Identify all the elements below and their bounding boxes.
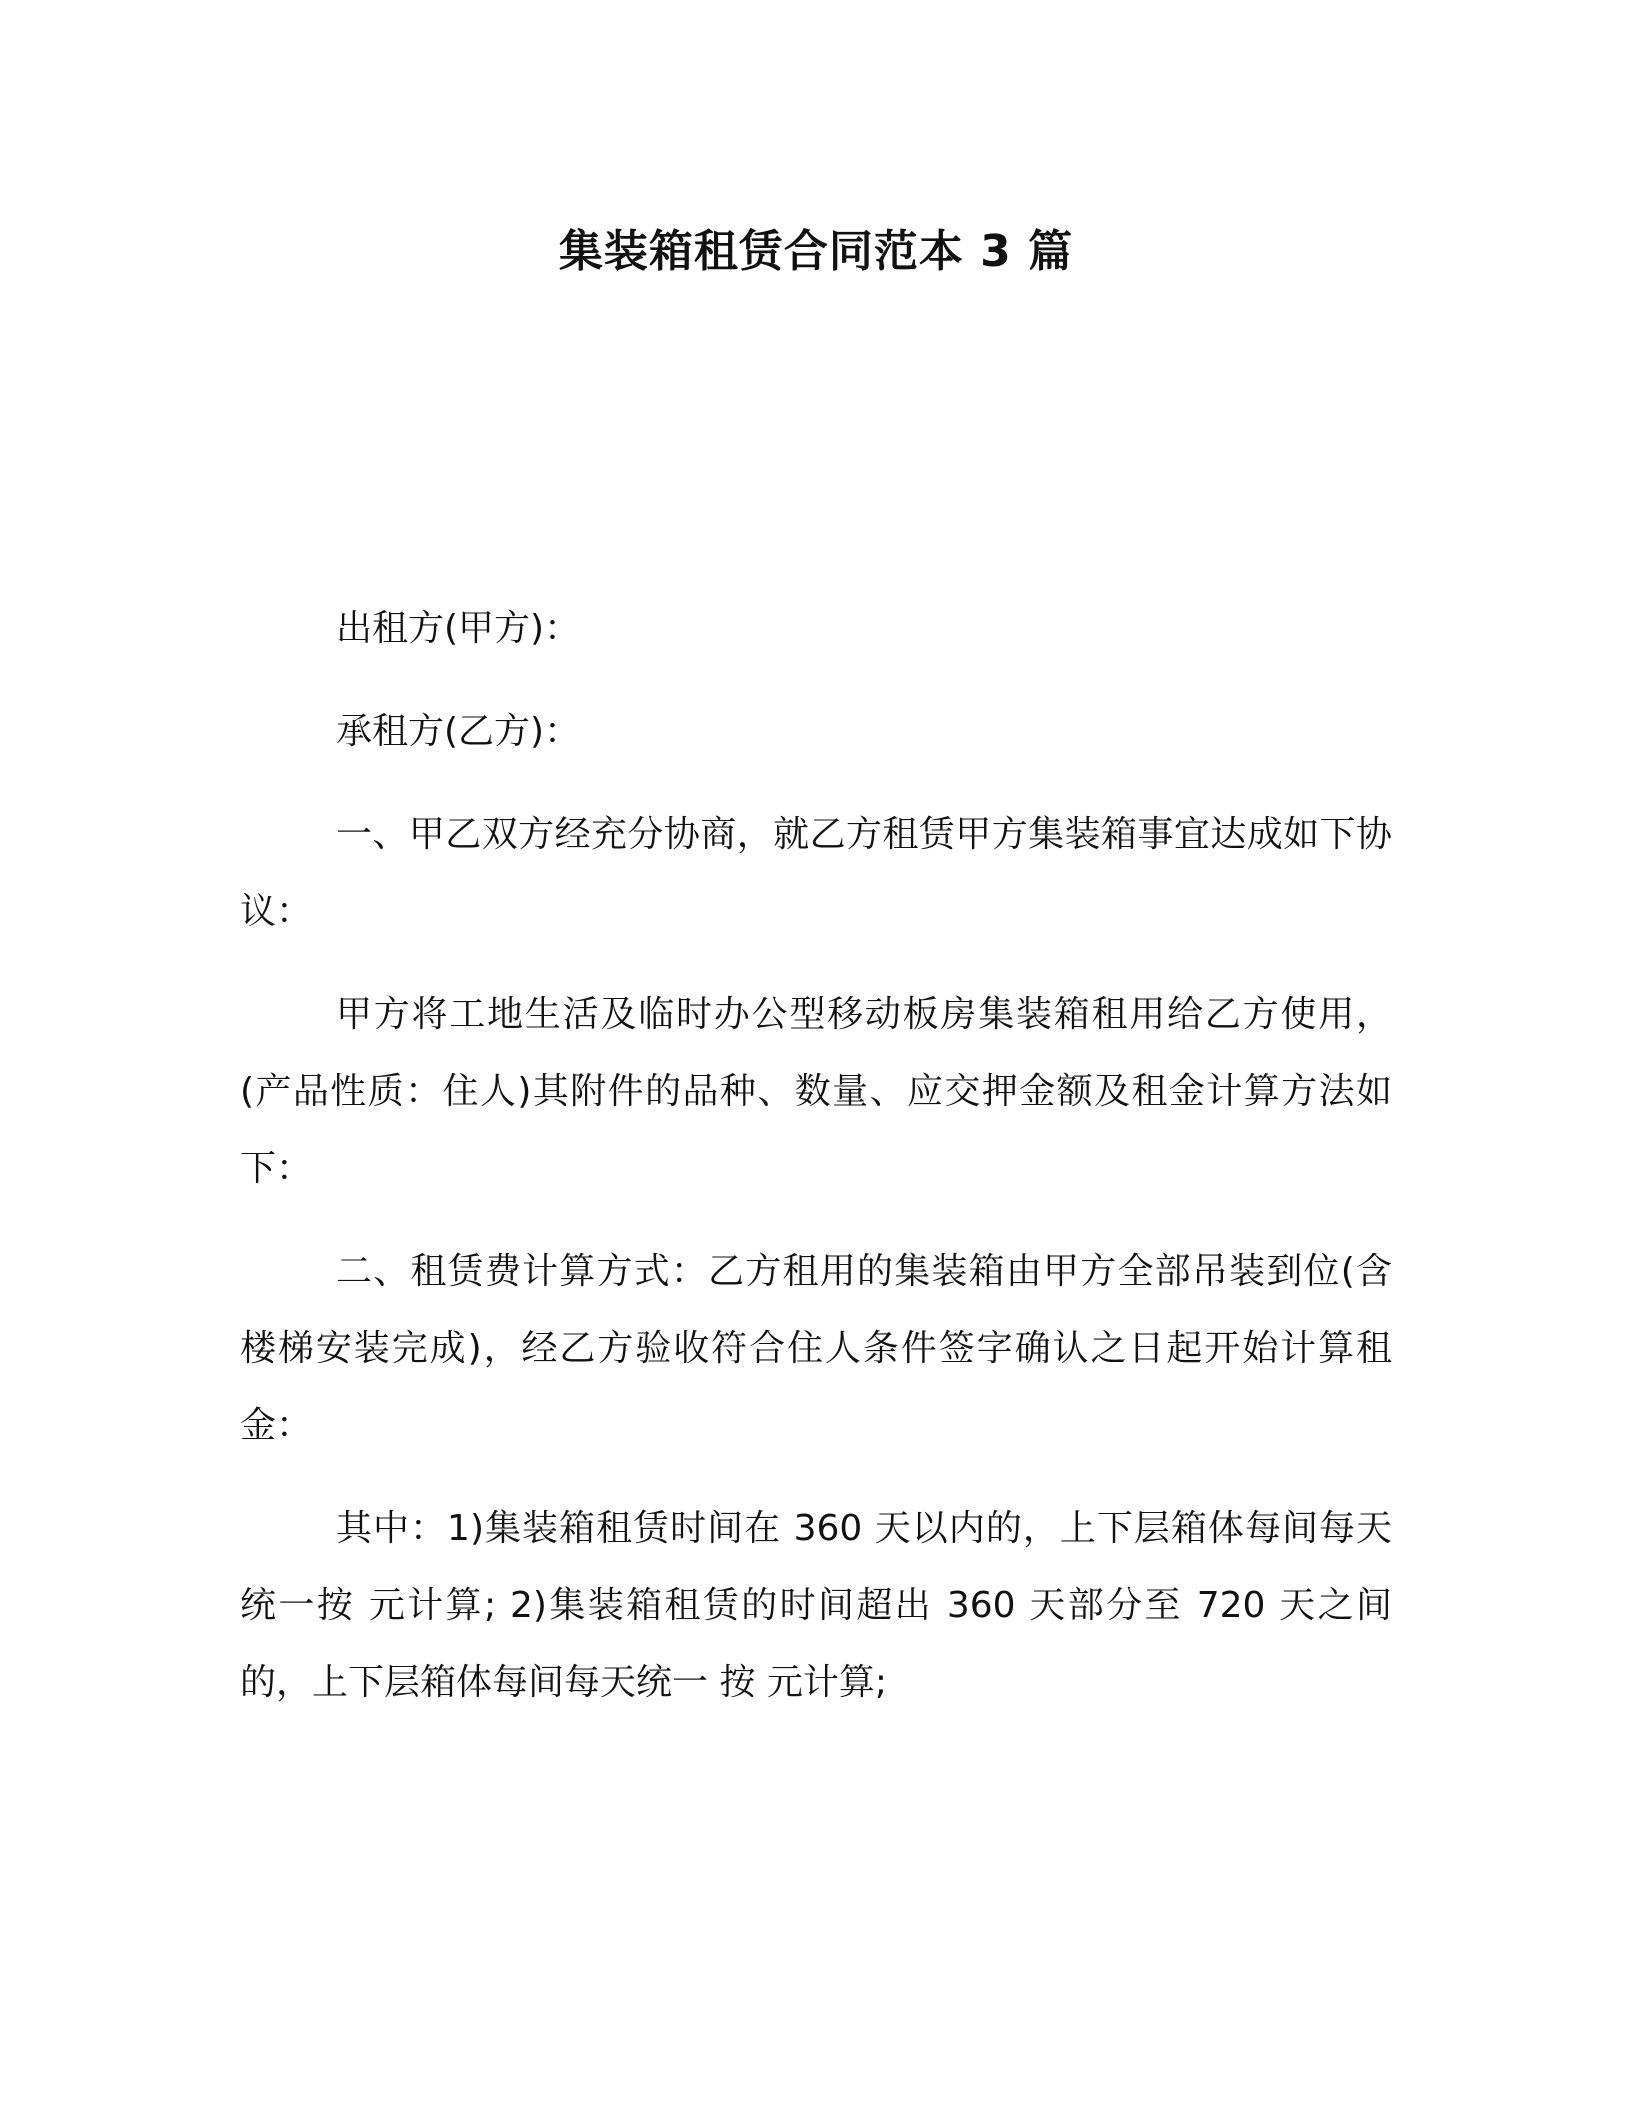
paragraph-rent-terms: 其中：1)集装箱租赁时间在 360 天以内的，上下层箱体每间每天统一按 元计算; 2)集装箱租赁的时间超出 360 天部分至 720 天之间的，上下层箱体每间每天统一 按 元计算; <box>240 1508 1392 1703</box>
paragraph-lessee: 承租方(乙方)： <box>336 711 581 752</box>
document-body <box>240 590 1392 1747</box>
paragraph-container-usage: 甲方将工地生活及临时办公型移动板房集装箱租用给乙方使用，(产品性质：住人)其附件的品种、数量、应交押金额及租金计算方法如下： <box>240 994 1392 1189</box>
paragraph-lessor: 出租方(甲方)： <box>336 608 581 649</box>
paragraph-clause-2: 二、租赁费计算方式：乙方租用的集装箱由甲方全部吊装到位(含楼梯安装完成)，经乙方验收符合住人条件签字确认之日起开始计算租金： <box>240 1251 1392 1446</box>
paragraph-clause-1: 一、甲乙双方经充分协商，就乙方租赁甲方集装箱事宜达成如下协议： <box>240 814 1392 932</box>
document-title: 集装箱租赁合同范本 3 篇 <box>558 226 1074 277</box>
